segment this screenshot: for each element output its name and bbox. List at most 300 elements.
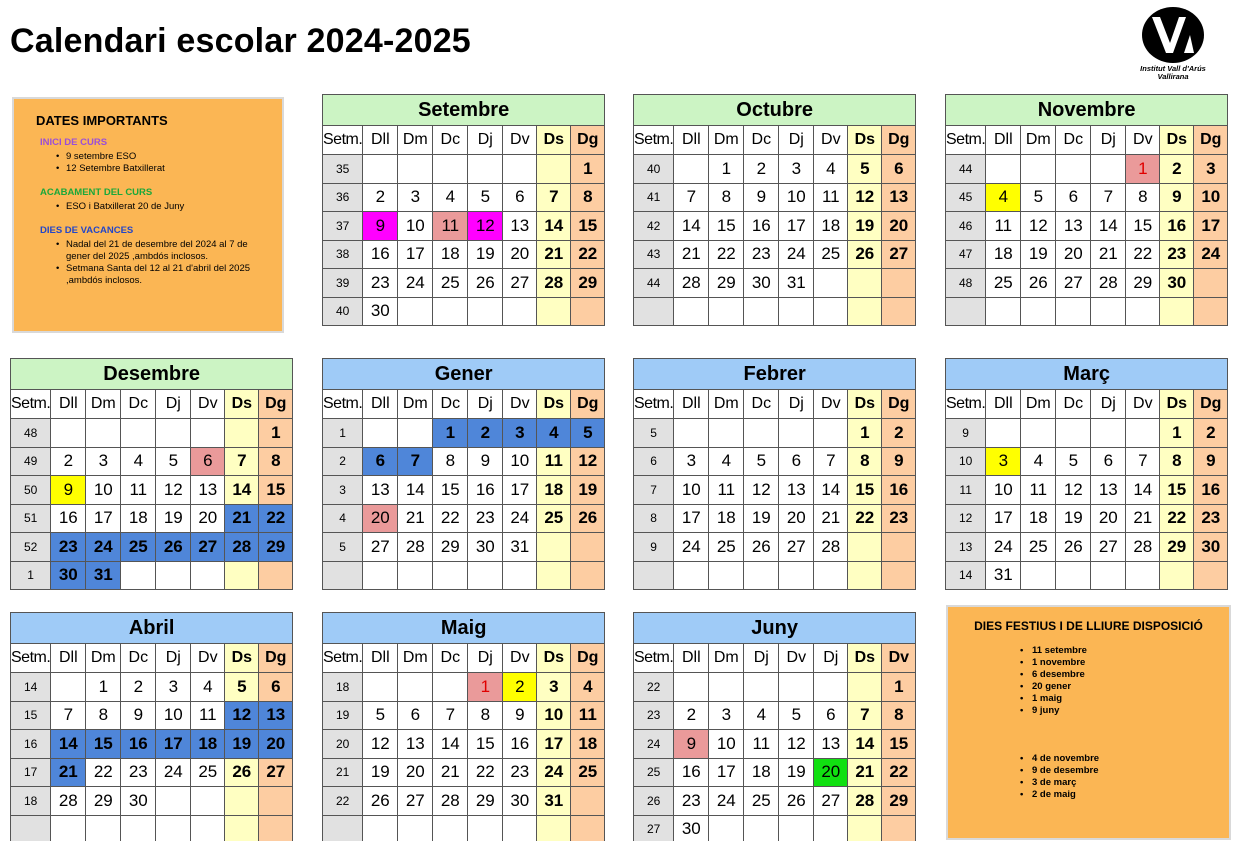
weekday-header: Dv	[814, 126, 848, 155]
week-number: 50	[11, 476, 51, 505]
day-cell	[433, 297, 468, 326]
day-cell: 17	[86, 504, 121, 533]
day-cell: 15	[709, 212, 744, 241]
weekday-header: Dg	[882, 390, 916, 419]
list-item: • 20 gener	[1020, 681, 1219, 693]
day-cell	[709, 419, 744, 448]
day-cell	[433, 155, 468, 184]
week-number-header: Setm.	[634, 644, 674, 673]
day-cell: 1	[709, 155, 744, 184]
day-cell: 29	[86, 787, 121, 816]
weekday-header: Dv	[779, 644, 814, 673]
day-cell: 9	[1194, 447, 1228, 476]
day-cell: 9	[744, 183, 779, 212]
week-number: 17	[11, 758, 51, 787]
day-cell: 13	[814, 730, 848, 759]
week-number: 14	[946, 561, 986, 590]
day-cell: 4	[986, 183, 1021, 212]
week-number	[323, 561, 363, 590]
day-cell: 26	[156, 533, 191, 562]
week-number: 44	[946, 155, 986, 184]
weekday-header: Dj	[468, 126, 503, 155]
day-cell: 26	[848, 240, 882, 269]
weekday-header: Dll	[674, 644, 709, 673]
week-number: 42	[634, 212, 674, 241]
day-cell: 30	[744, 269, 779, 298]
festive-days-panel	[946, 605, 1231, 840]
day-cell: 24	[709, 787, 744, 816]
day-cell: 19	[468, 240, 503, 269]
day-cell: 25	[121, 533, 156, 562]
day-cell	[537, 561, 571, 590]
day-cell	[191, 815, 225, 841]
day-cell: 7	[1126, 447, 1160, 476]
day-cell	[848, 815, 882, 841]
day-cell: 8	[468, 701, 503, 730]
day-cell: 28	[398, 533, 433, 562]
day-cell	[259, 561, 293, 590]
week-number: 2	[323, 447, 363, 476]
day-cell: 2	[1160, 155, 1194, 184]
week-number: 14	[11, 673, 51, 702]
day-cell	[398, 673, 433, 702]
day-cell: 24	[537, 758, 571, 787]
weekday-header: Dll	[986, 126, 1021, 155]
day-cell: 14	[848, 730, 882, 759]
section-heading-holidays: DIES DE VACANCES	[40, 225, 134, 236]
day-cell: 20	[259, 730, 293, 759]
day-cell: 8	[86, 701, 121, 730]
weekday-header: Ds	[1160, 390, 1194, 419]
weekday-header: Dj	[779, 390, 814, 419]
day-cell: 27	[363, 533, 398, 562]
weekday-header: Dm	[1021, 126, 1056, 155]
day-cell: 3	[986, 447, 1021, 476]
day-cell: 22	[1160, 504, 1194, 533]
weekday-header: Dg	[571, 644, 605, 673]
school-logo-icon	[1140, 5, 1206, 65]
day-cell: 22	[259, 504, 293, 533]
day-cell	[1160, 297, 1194, 326]
day-cell	[468, 155, 503, 184]
weekday-header: Dg	[259, 644, 293, 673]
day-cell	[537, 533, 571, 562]
festive-list-2	[1020, 753, 1219, 801]
festive-days-title: DIES FESTIUS I DE LLIURE DISPOSICIÓ	[974, 619, 1203, 633]
day-cell: 12	[571, 447, 605, 476]
day-cell: 27	[503, 269, 537, 298]
day-cell: 2	[468, 419, 503, 448]
day-cell: 21	[433, 758, 468, 787]
day-cell: 15	[433, 476, 468, 505]
day-cell	[744, 673, 779, 702]
day-cell: 12	[156, 476, 191, 505]
week-number: 11	[946, 476, 986, 505]
day-cell: 20	[814, 758, 848, 787]
day-cell	[1091, 419, 1126, 448]
day-cell: 14	[1126, 476, 1160, 505]
day-cell: 14	[674, 212, 709, 241]
day-cell: 16	[1160, 212, 1194, 241]
weekday-header: Dj	[468, 390, 503, 419]
day-cell: 18	[537, 476, 571, 505]
day-cell	[882, 561, 916, 590]
day-cell: 22	[433, 504, 468, 533]
week-number: 52	[11, 533, 51, 562]
week-number: 20	[323, 730, 363, 759]
day-cell	[674, 297, 709, 326]
day-cell: 27	[191, 533, 225, 562]
day-cell: 7	[674, 183, 709, 212]
weekday-header: Dc	[1056, 390, 1091, 419]
day-cell: 7	[1091, 183, 1126, 212]
week-number: 49	[11, 447, 51, 476]
week-number: 40	[634, 155, 674, 184]
day-cell: 8	[1160, 447, 1194, 476]
day-cell: 2	[1194, 419, 1228, 448]
day-cell	[744, 815, 779, 841]
month-title: Març	[946, 359, 1228, 390]
day-cell: 23	[121, 758, 156, 787]
day-cell: 12	[744, 476, 779, 505]
list-item: • 11 setembre	[1020, 645, 1219, 657]
day-cell: 15	[882, 730, 916, 759]
day-cell: 6	[503, 183, 537, 212]
day-cell: 26	[225, 758, 259, 787]
section-list-holidays	[56, 239, 272, 287]
page-title: Calendari escolar 2024-2025	[10, 22, 471, 60]
day-cell: 6	[814, 701, 848, 730]
day-cell: 28	[51, 787, 86, 816]
day-cell: 19	[744, 504, 779, 533]
day-cell: 22	[1126, 240, 1160, 269]
day-cell: 5	[1056, 447, 1091, 476]
day-cell	[503, 155, 537, 184]
day-cell: 25	[433, 269, 468, 298]
day-cell: 27	[1091, 533, 1126, 562]
month-title: Febrer	[634, 359, 916, 390]
week-number: 6	[634, 447, 674, 476]
week-number: 36	[323, 183, 363, 212]
week-number-header: Setm.	[634, 390, 674, 419]
day-cell: 29	[259, 533, 293, 562]
day-cell: 18	[814, 212, 848, 241]
weekday-header: Ds	[537, 126, 571, 155]
week-number: 1	[11, 561, 51, 590]
week-number: 43	[634, 240, 674, 269]
day-cell: 17	[537, 730, 571, 759]
weekday-header: Dj	[814, 644, 848, 673]
day-cell	[537, 815, 571, 841]
month-calendar-0	[322, 94, 605, 326]
day-cell: 21	[1091, 240, 1126, 269]
month-title: Maig	[323, 613, 605, 644]
logo-line-1: Institut Vall d'Arús	[1140, 64, 1206, 73]
day-cell: 18	[191, 730, 225, 759]
month-calendar-4	[322, 358, 605, 590]
day-cell: 21	[848, 758, 882, 787]
month-title: Gener	[323, 359, 605, 390]
day-cell: 25	[709, 533, 744, 562]
day-cell: 7	[814, 447, 848, 476]
day-cell: 14	[398, 476, 433, 505]
list-item: • 12 Setembre Batxillerat	[56, 163, 272, 175]
day-cell: 16	[121, 730, 156, 759]
day-cell	[1194, 269, 1228, 298]
day-cell: 10	[779, 183, 814, 212]
day-cell: 31	[986, 561, 1021, 590]
list-item: • 2 de maig	[1020, 789, 1219, 801]
day-cell: 13	[1056, 212, 1091, 241]
day-cell: 22	[709, 240, 744, 269]
day-cell: 9	[882, 447, 916, 476]
day-cell	[744, 419, 779, 448]
day-cell	[779, 297, 814, 326]
day-cell: 10	[156, 701, 191, 730]
day-cell: 21	[398, 504, 433, 533]
day-cell: 25	[986, 269, 1021, 298]
week-number: 5	[634, 419, 674, 448]
day-cell: 19	[571, 476, 605, 505]
day-cell: 11	[433, 212, 468, 241]
weekday-header: Dll	[51, 390, 86, 419]
day-cell: 6	[882, 155, 916, 184]
weekday-header: Dv	[503, 644, 537, 673]
weekday-header: Ds	[537, 644, 571, 673]
weekday-header: Ds	[848, 126, 882, 155]
day-cell: 23	[674, 787, 709, 816]
week-number: 25	[634, 758, 674, 787]
day-cell: 18	[433, 240, 468, 269]
day-cell: 25	[744, 787, 779, 816]
day-cell: 22	[468, 758, 503, 787]
week-number: 44	[634, 269, 674, 298]
day-cell: 1	[571, 155, 605, 184]
festive-list-1	[1020, 645, 1219, 717]
day-cell	[398, 155, 433, 184]
day-cell	[433, 561, 468, 590]
weekday-header: Dv	[191, 390, 225, 419]
weekday-header: Dv	[814, 390, 848, 419]
day-cell	[744, 297, 779, 326]
day-cell	[882, 815, 916, 841]
day-cell: 30	[121, 787, 156, 816]
day-cell: 20	[398, 758, 433, 787]
month-title: Novembre	[946, 95, 1228, 126]
day-cell	[1160, 561, 1194, 590]
day-cell: 13	[779, 476, 814, 505]
day-cell: 15	[571, 212, 605, 241]
day-cell: 13	[398, 730, 433, 759]
week-number-header: Setm.	[946, 390, 986, 419]
week-number: 9	[946, 419, 986, 448]
weekday-header: Ds	[225, 644, 259, 673]
day-cell: 6	[1056, 183, 1091, 212]
weekday-header: Dm	[1021, 390, 1056, 419]
day-cell: 11	[191, 701, 225, 730]
weekday-header: Dv	[1126, 390, 1160, 419]
day-cell	[848, 297, 882, 326]
weekday-header: Dc	[433, 644, 468, 673]
month-title: Desembre	[11, 359, 293, 390]
day-cell	[1194, 297, 1228, 326]
day-cell	[1091, 155, 1126, 184]
day-cell: 13	[363, 476, 398, 505]
day-cell: 2	[744, 155, 779, 184]
day-cell: 24	[1194, 240, 1228, 269]
day-cell: 12	[1056, 476, 1091, 505]
day-cell	[121, 815, 156, 841]
weekday-header: Dc	[744, 390, 779, 419]
day-cell	[225, 815, 259, 841]
day-cell: 4	[191, 673, 225, 702]
day-cell	[191, 419, 225, 448]
day-cell	[433, 673, 468, 702]
day-cell: 16	[51, 504, 86, 533]
day-cell	[1021, 561, 1056, 590]
day-cell: 14	[537, 212, 571, 241]
day-cell: 7	[848, 701, 882, 730]
day-cell: 6	[363, 447, 398, 476]
weekday-header: Dv	[503, 390, 537, 419]
day-cell: 20	[1091, 504, 1126, 533]
day-cell: 23	[363, 269, 398, 298]
day-cell: 28	[225, 533, 259, 562]
day-cell: 27	[1056, 269, 1091, 298]
day-cell: 1	[1160, 419, 1194, 448]
day-cell: 1	[86, 673, 121, 702]
week-number: 46	[946, 212, 986, 241]
week-number: 48	[11, 419, 51, 448]
section-list-start	[56, 151, 272, 175]
day-cell	[1056, 297, 1091, 326]
day-cell: 5	[468, 183, 503, 212]
day-cell: 23	[882, 504, 916, 533]
day-cell: 1	[433, 419, 468, 448]
day-cell	[814, 269, 848, 298]
list-item: • 4 de novembre	[1020, 753, 1219, 765]
weekday-header: Dm	[398, 126, 433, 155]
week-number: 40	[323, 297, 363, 326]
day-cell: 31	[779, 269, 814, 298]
day-cell: 28	[433, 787, 468, 816]
important-dates-panel	[12, 97, 284, 333]
day-cell: 30	[1160, 269, 1194, 298]
day-cell: 10	[674, 476, 709, 505]
week-number: 13	[946, 533, 986, 562]
weekday-header: Dg	[571, 126, 605, 155]
day-cell: 29	[1126, 269, 1160, 298]
day-cell: 25	[814, 240, 848, 269]
section-heading-end: ACABAMENT DEL CURS	[40, 187, 153, 198]
day-cell	[986, 155, 1021, 184]
day-cell	[398, 815, 433, 841]
day-cell	[779, 673, 814, 702]
day-cell	[363, 815, 398, 841]
day-cell: 13	[1091, 476, 1126, 505]
day-cell: 25	[191, 758, 225, 787]
day-cell: 2	[674, 701, 709, 730]
day-cell	[1126, 419, 1160, 448]
day-cell	[779, 419, 814, 448]
day-cell	[503, 297, 537, 326]
month-calendar-5	[633, 358, 916, 590]
day-cell	[398, 419, 433, 448]
day-cell	[1021, 155, 1056, 184]
day-cell: 29	[433, 533, 468, 562]
day-cell: 26	[744, 533, 779, 562]
day-cell	[709, 673, 744, 702]
day-cell: 5	[225, 673, 259, 702]
day-cell	[814, 419, 848, 448]
day-cell	[571, 561, 605, 590]
weekday-header: Dg	[1194, 126, 1228, 155]
week-number: 48	[946, 269, 986, 298]
day-cell: 16	[503, 730, 537, 759]
day-cell	[848, 561, 882, 590]
week-number: 5	[323, 533, 363, 562]
day-cell: 10	[537, 701, 571, 730]
day-cell: 8	[571, 183, 605, 212]
day-cell: 17	[1194, 212, 1228, 241]
day-cell: 14	[433, 730, 468, 759]
weekday-header: Dg	[882, 126, 916, 155]
day-cell: 20	[363, 504, 398, 533]
day-cell: 9	[674, 730, 709, 759]
week-number: 38	[323, 240, 363, 269]
day-cell: 24	[86, 533, 121, 562]
day-cell: 3	[779, 155, 814, 184]
day-cell: 13	[259, 701, 293, 730]
day-cell: 15	[468, 730, 503, 759]
day-cell: 22	[848, 504, 882, 533]
day-cell: 22	[882, 758, 916, 787]
day-cell: 5	[848, 155, 882, 184]
month-calendar-9	[633, 612, 916, 841]
weekday-header: Dm	[709, 644, 744, 673]
day-cell: 24	[398, 269, 433, 298]
day-cell: 11	[571, 701, 605, 730]
week-number: 24	[634, 730, 674, 759]
day-cell: 2	[882, 419, 916, 448]
day-cell: 28	[848, 787, 882, 816]
month-calendar-3	[10, 358, 293, 590]
day-cell: 27	[814, 787, 848, 816]
day-cell: 4	[744, 701, 779, 730]
week-number: 37	[323, 212, 363, 241]
day-cell: 26	[468, 269, 503, 298]
weekday-header: Dll	[986, 390, 1021, 419]
day-cell	[709, 297, 744, 326]
weekday-header: Dc	[433, 126, 468, 155]
day-cell: 23	[51, 533, 86, 562]
weekday-header: Dj	[156, 644, 191, 673]
day-cell	[848, 533, 882, 562]
day-cell	[191, 787, 225, 816]
day-cell: 19	[363, 758, 398, 787]
day-cell: 5	[363, 701, 398, 730]
day-cell	[1126, 561, 1160, 590]
day-cell: 27	[398, 787, 433, 816]
day-cell: 4	[121, 447, 156, 476]
day-cell: 1	[848, 419, 882, 448]
weekday-header: Dj	[779, 126, 814, 155]
week-number-header: Setm.	[323, 390, 363, 419]
day-cell: 2	[51, 447, 86, 476]
day-cell: 4	[814, 155, 848, 184]
day-cell	[537, 297, 571, 326]
day-cell: 17	[986, 504, 1021, 533]
